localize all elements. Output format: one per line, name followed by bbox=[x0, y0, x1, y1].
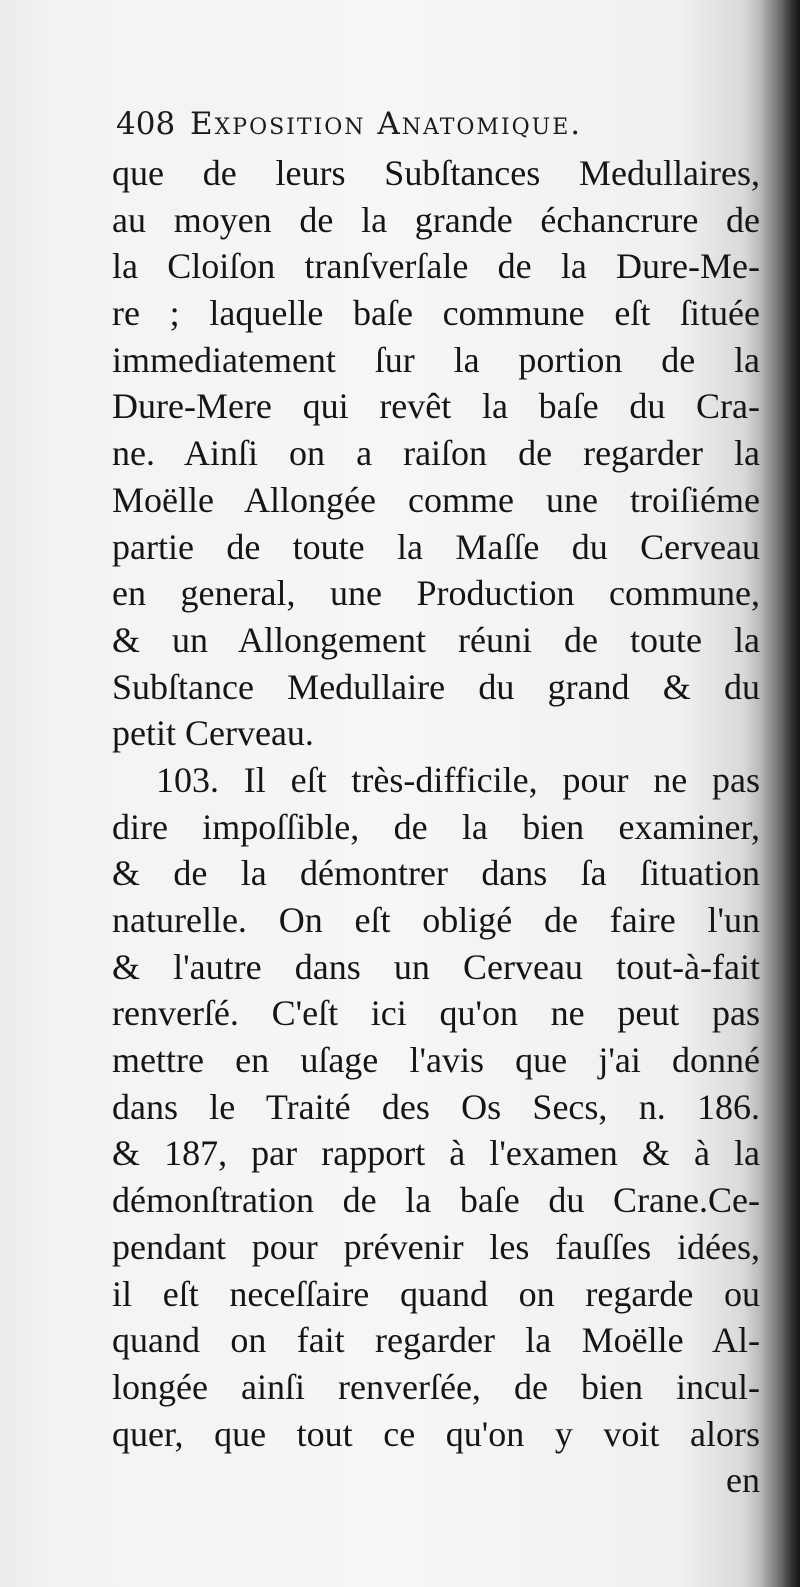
text-line: renverſé. C'eſt ici qu'on ne peut pas bbox=[112, 993, 760, 1034]
page-number: 408 bbox=[116, 106, 176, 142]
text-line: immediatement ſur la portion de la bbox=[112, 339, 760, 380]
text-line: longée ainſi renverſée, de bien incul- bbox=[112, 1366, 760, 1407]
text-line: dans le Traité des Os Secs, n. 186. bbox=[112, 1086, 760, 1127]
text-line: au moyen de la grande échancrure de bbox=[112, 199, 760, 240]
text-line: naturelle. On eſt obligé de faire l'un bbox=[112, 900, 760, 940]
running-head: Exposition Anatomique. bbox=[190, 106, 583, 142]
text-line: & un Allongement réuni de toute la bbox=[112, 619, 760, 660]
text-line: en general, une Production commune, bbox=[112, 573, 760, 614]
text-line: démonſtration de la baſe du Crane.Ce- bbox=[112, 1180, 760, 1221]
text-line: & l'autre dans un Cerveau tout-à-fait bbox=[112, 946, 760, 987]
text-line: partie de toute la Maſſe du Cerveau bbox=[112, 526, 760, 567]
text-line: re ; laquelle baſe commune eſt ſituée bbox=[112, 293, 760, 334]
text-line: Subſtance Medullaire du grand & du bbox=[112, 666, 760, 707]
text-line: la Cloiſon tranſverſale de la Dure-Me- bbox=[112, 246, 760, 287]
binding-gutter-shadow bbox=[760, 0, 800, 1587]
text-line: & 187, par rapport à l'examen & à la bbox=[112, 1133, 760, 1174]
text-line: mettre en uſage l'avis que j'ai donné bbox=[112, 1040, 760, 1081]
catchword: en bbox=[726, 1460, 760, 1501]
body-text bbox=[112, 150, 760, 1504]
text-line: & de la démontrer dans ſa ſituation bbox=[112, 853, 760, 894]
text-line: dire impoſſible, de la bien examiner, bbox=[112, 806, 760, 847]
text-line: Moëlle Allongée comme une troiſiéme bbox=[112, 479, 760, 520]
page-header bbox=[116, 100, 756, 150]
text-line: il eſt neceſſaire quand on regarde ou bbox=[112, 1273, 760, 1314]
text-line: quer, que tout ce qu'on y voit alors bbox=[112, 1413, 760, 1454]
text-line: petit Cerveau. bbox=[112, 713, 314, 754]
text-line: quand on fait regarder la Moëlle Al- bbox=[112, 1320, 760, 1361]
text-line: ne. Ainſi on a raiſon de regarder la bbox=[112, 433, 760, 474]
text-line: que de leurs Subſtances Medullaires, bbox=[112, 153, 760, 193]
text-line: pendant pour prévenir les fauſſes idées, bbox=[112, 1226, 760, 1267]
paragraph-start-line: 103. Il eſt très-difficile, pour ne pas bbox=[156, 759, 760, 800]
text-line: Dure-Mere qui revêt la baſe du Cra- bbox=[112, 386, 760, 427]
